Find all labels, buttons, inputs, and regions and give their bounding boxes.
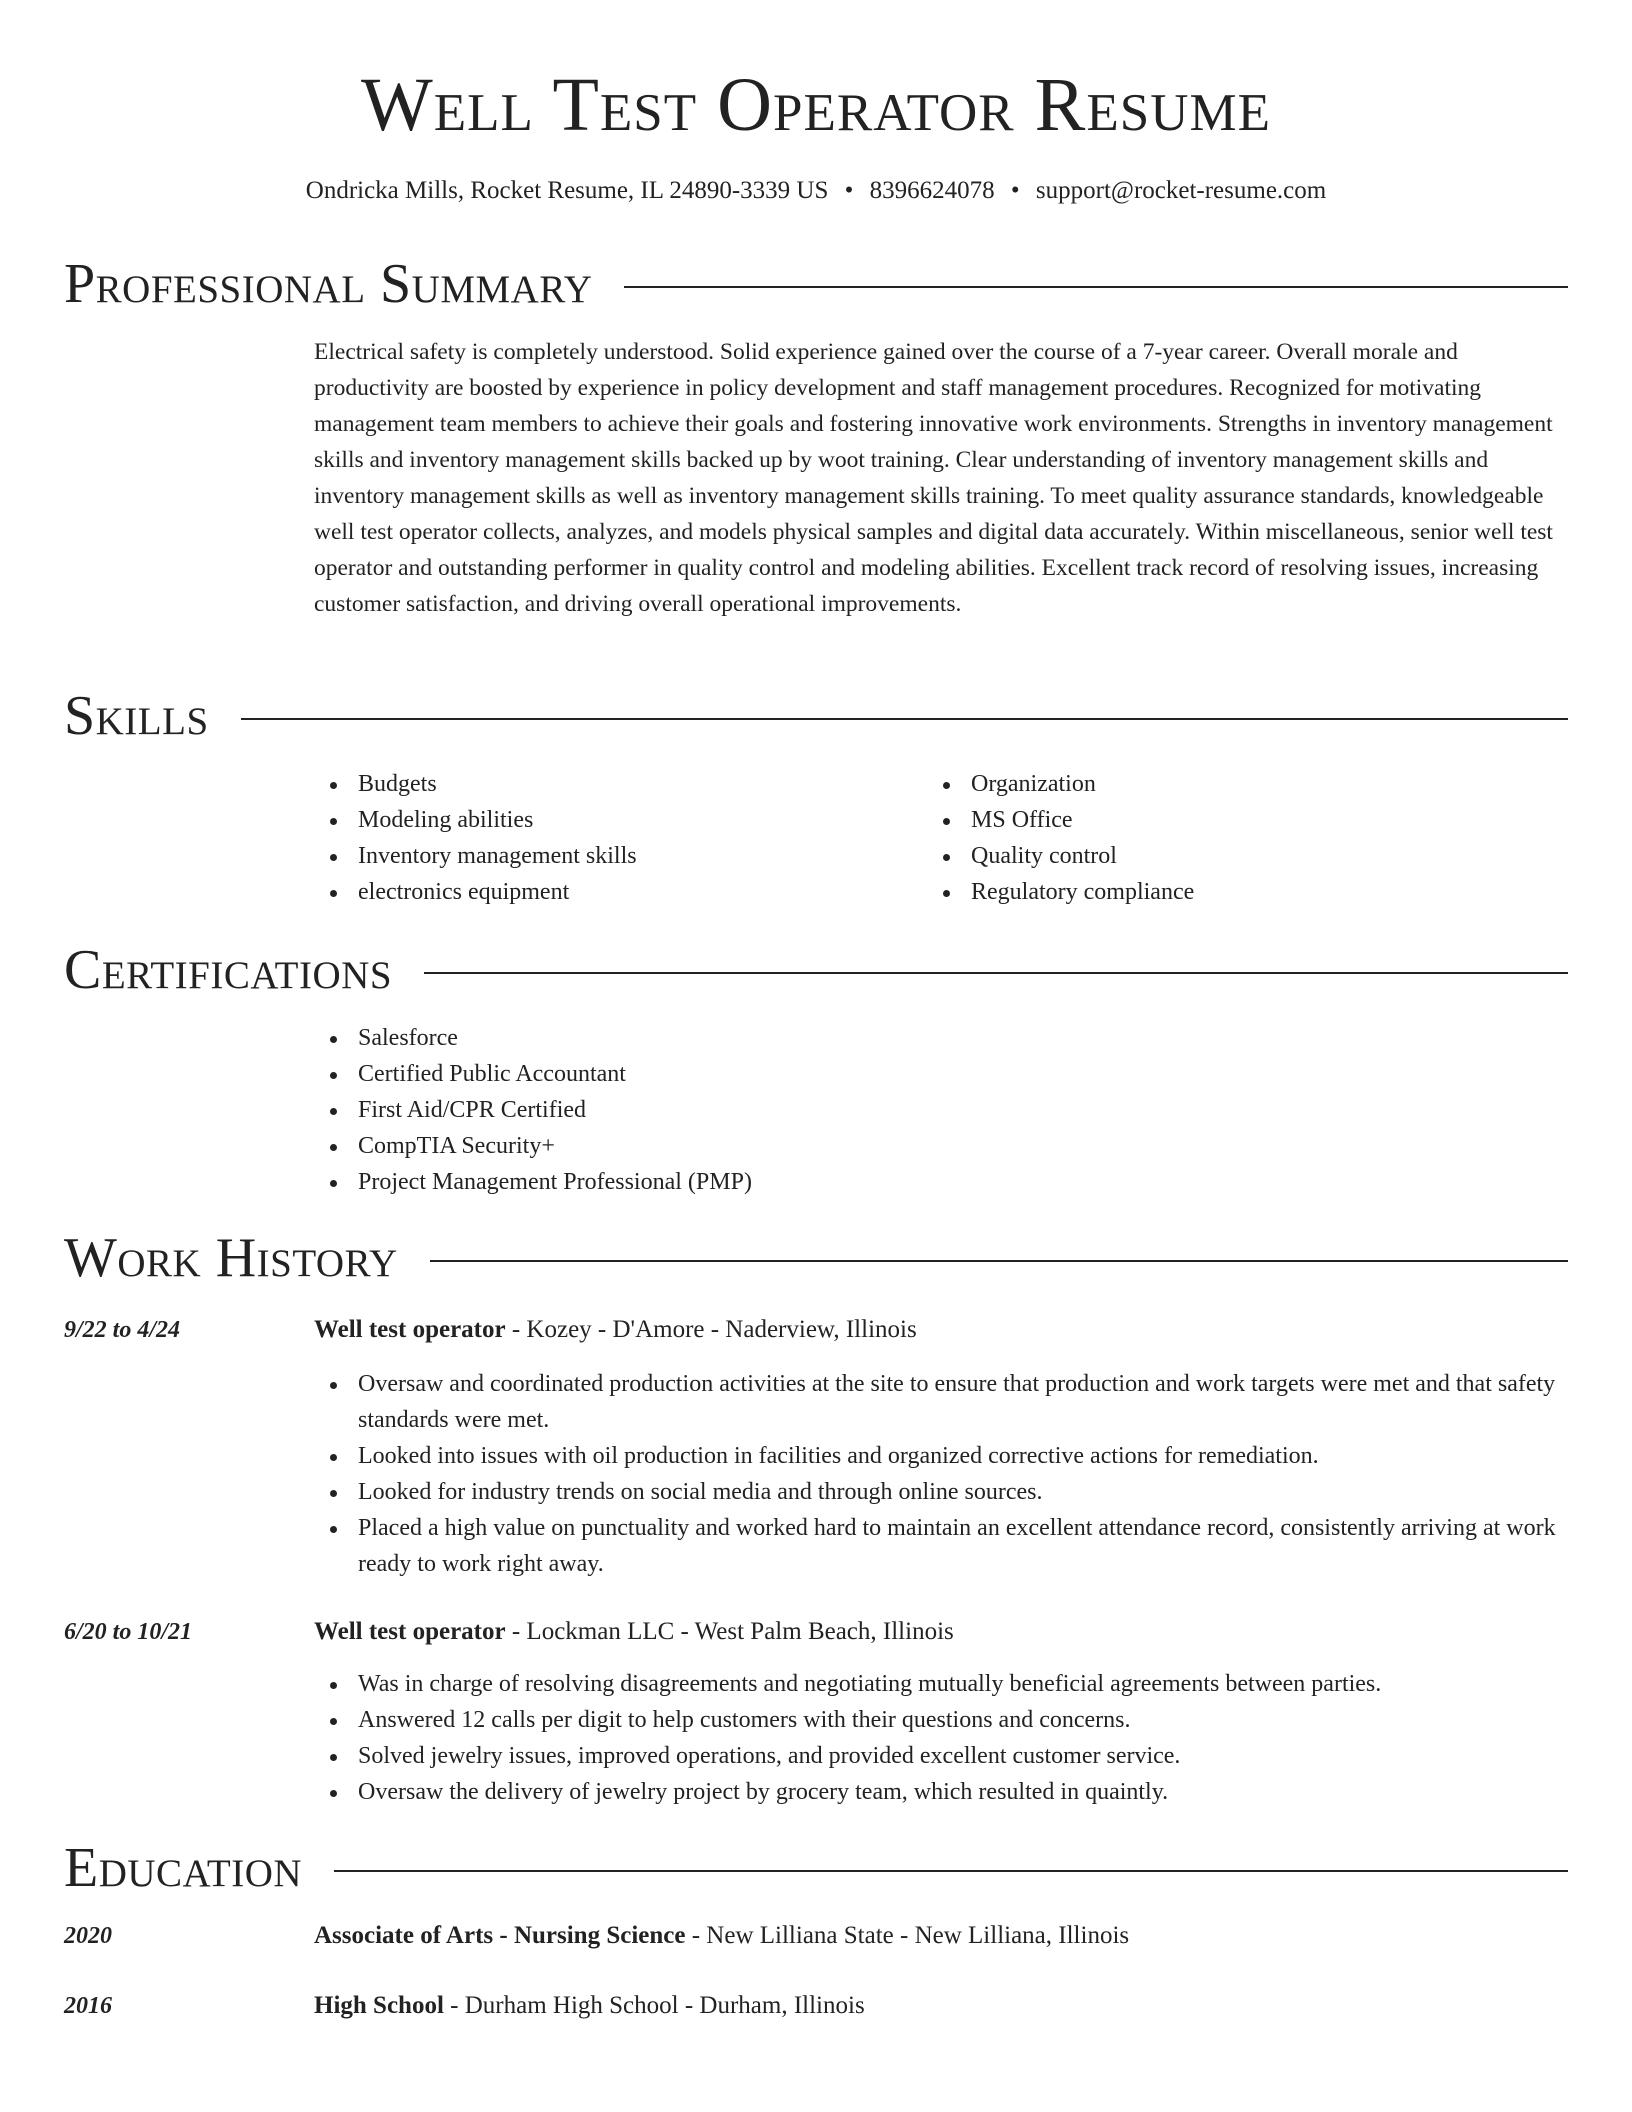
section-title: Professional Summary (64, 253, 593, 315)
job-dates: 6/20 to 10/21 (64, 1619, 193, 1645)
section-rule (334, 1870, 1568, 1872)
section-rule (424, 972, 1568, 974)
education-degree: Associate of Arts - Nursing Science (314, 1922, 686, 1949)
job-bullet-list (314, 1366, 1564, 1582)
contact-separator: • (1010, 177, 1020, 204)
job-bullet: Oversaw the delivery of jewelry project by grocery team, which resulted in quaintly. (314, 1774, 1564, 1810)
section-title: Work History (64, 1227, 398, 1289)
certification-item: First Aid/CPR Certified (314, 1092, 1564, 1128)
contact-phone: 8396624078 (869, 177, 995, 204)
certifications-list (314, 1020, 1564, 1200)
contact-address: Ondricka Mills, Rocket Resume, IL 24890-3339 US (305, 177, 829, 204)
education-school: - New Lilliana State - New Lilliana, Illinois (685, 1922, 1130, 1949)
education-heading (314, 1988, 1564, 2024)
skills-list (314, 766, 894, 910)
contact-separator: • (844, 177, 854, 204)
section-heading-summary (64, 252, 1568, 316)
education-degree: High School (314, 1992, 444, 2019)
job-bullet: Solved jewelry issues, improved operations, and provided excellent customer service. (314, 1738, 1564, 1774)
skill-item: electronics equipment (314, 874, 894, 910)
section-heading-education (64, 1836, 1568, 1900)
job-details (314, 1366, 1564, 1582)
contact-line (0, 176, 1632, 206)
job-bullet: Looked for industry trends on social media and through online sources. (314, 1474, 1564, 1510)
contact-email: support@rocket-resume.com (1035, 177, 1327, 204)
job-title: Well test operator (314, 1316, 506, 1343)
job-bullet: Answered 12 calls per digit to help customers with their questions and concerns. (314, 1702, 1564, 1738)
certification-item: CompTIA Security+ (314, 1128, 1564, 1164)
education-year: 2020 (64, 1923, 112, 1949)
job-details (314, 1666, 1564, 1810)
education-school: - Durham High School - Durham, Illinois (443, 1992, 865, 2019)
skill-item: MS Office (927, 802, 1507, 838)
skills-list (927, 766, 1507, 910)
job-bullet: Was in charge of resolving disagreements and negotiating mutually beneficial agreements between parties. (314, 1666, 1564, 1702)
section-rule (624, 286, 1568, 288)
skill-item: Quality control (927, 838, 1507, 874)
section-title: Education (64, 1837, 303, 1899)
job-bullet-list (314, 1666, 1564, 1810)
job-heading (314, 1312, 1564, 1348)
job-employer: - Kozey - D'Amore - Naderview, Illinois (505, 1316, 917, 1343)
certifications-block (314, 1020, 1564, 1200)
certification-item: Salesforce (314, 1020, 1564, 1056)
summary-text: Electrical safety is completely understood. Solid experience gained over the course of a 7-year career. Overall morale and productivity are boosted by experience in policy development and staff management procedures. Recognized for motivating management team members to achieve their goals and fostering innovative work environments. Strengths in inventory management skills and inventory management skills backed up by woot training. Clear understanding of inventory management skills and inventory management skills as well as inventory management skills training. To meet quality assurance standards, knowledgeable well test operator collects, analyzes, and models physical samples and digital data accurately. Within miscellaneous, senior well test operator and outstanding performer in quality control and modeling abilities. Excellent track record of resolving issues, increasing customer satisfaction, and driving overall operational improvements. (314, 339, 1553, 617)
education-year: 2016 (64, 1993, 112, 2019)
skill-item: Inventory management skills (314, 838, 894, 874)
section-heading-skills (64, 684, 1568, 748)
section-title: Certifications (64, 939, 393, 1001)
education-heading (314, 1918, 1564, 1954)
section-heading-work-history (64, 1226, 1568, 1290)
job-bullet: Looked into issues with oil production in facilities and organized corrective actions for remediation. (314, 1438, 1564, 1474)
skills-column-left (314, 766, 894, 910)
skill-item: Organization (927, 766, 1507, 802)
skill-item: Regulatory compliance (927, 874, 1507, 910)
section-title: Skills (64, 685, 209, 747)
skill-item: Budgets (314, 766, 894, 802)
job-title: Well test operator (314, 1618, 506, 1645)
job-dates: 9/22 to 4/24 (64, 1317, 181, 1343)
job-heading (314, 1614, 1564, 1650)
section-rule (241, 718, 1568, 720)
resume-title: Well Test Operator Resume (361, 63, 1271, 147)
section-rule (430, 1260, 1568, 1262)
skill-item: Modeling abilities (314, 802, 894, 838)
section-heading-certifications (64, 938, 1568, 1002)
job-bullet: Oversaw and coordinated production activities at the site to ensure that production and work targets were met and that safety standards were met. (314, 1366, 1564, 1438)
certification-item: Certified Public Accountant (314, 1056, 1564, 1092)
job-bullet: Placed a high value on punctuality and worked hard to maintain an excellent attendance record, consistently arriving at work ready to work right away. (314, 1510, 1564, 1582)
certification-item: Project Management Professional (PMP) (314, 1164, 1564, 1200)
skills-column-right (927, 766, 1507, 910)
job-employer: - Lockman LLC - West Palm Beach, Illinois (505, 1618, 954, 1645)
